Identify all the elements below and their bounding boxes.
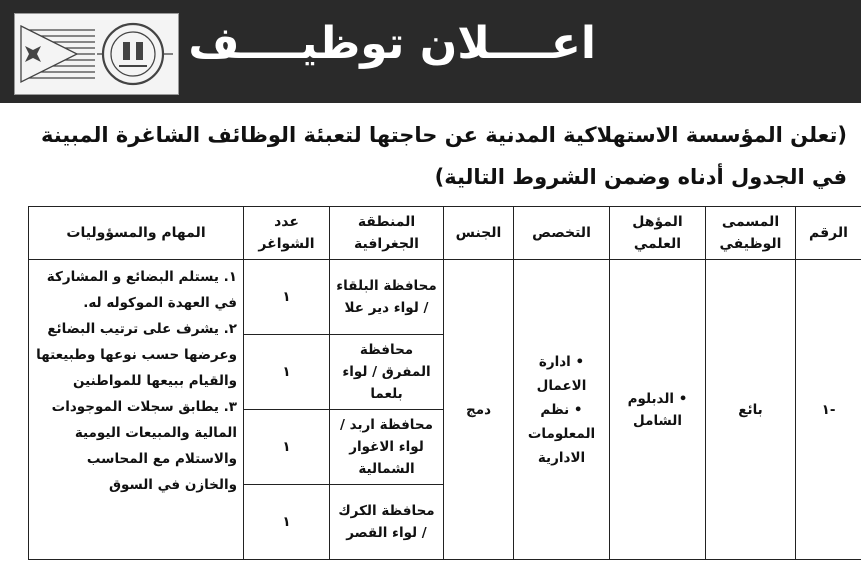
- header-gender: الجنس: [444, 207, 514, 260]
- intro-line-2: في الجدول أدناه وضمن الشروط التالية): [434, 165, 847, 189]
- header-job-title: المسمى الوظيفي: [706, 207, 796, 260]
- header-tasks: المهام والمسؤوليات: [29, 207, 244, 260]
- cell-region-1: محافظة البلقاء / لواء دير علا: [330, 260, 444, 335]
- cell-specialization: [514, 260, 610, 560]
- task-item-2: ٢. يشرف على ترتيب البضائع وعرضها حسب نوعها وطبيعتها والقيام ببيعها للمواطنين: [36, 321, 237, 389]
- intro-line-1: (تعلن المؤسسة الاستهلاكية المدنية عن حاجتها لتعبئة الوظائف الشاغرة المبينة: [40, 123, 847, 147]
- specialization-item-2: • نظم المعلومات الادارية: [527, 401, 596, 466]
- cell-gender: دمج: [444, 260, 514, 560]
- vacancies-table: [28, 206, 861, 560]
- task-item-3: ٣. يطابق سجلات الموجودات المالية والمبيعات اليومية والاستلام مع المحاسب والخازن في السوق: [51, 399, 237, 493]
- cell-region-2: محافظة المفرق / لواء بلعما: [330, 335, 444, 410]
- cell-tasks: [29, 260, 244, 560]
- specialization-item-1: • ادارة الاعمال: [536, 353, 587, 394]
- header-qualification: المؤهل العلمي: [610, 207, 706, 260]
- announcement-intro: [14, 114, 847, 198]
- header-specialization: التخصص: [514, 207, 610, 260]
- cell-region-4: محافظة الكرك / لواء القصر: [330, 485, 444, 560]
- header-region: المنطقة الجغرافية: [330, 207, 444, 260]
- cell-job-title: بائع: [706, 260, 796, 560]
- organization-logo: [14, 13, 179, 95]
- header-number: الرقم: [796, 207, 861, 260]
- table-header-row: [29, 207, 861, 260]
- cell-vacancies-4: ١: [244, 485, 330, 560]
- cell-qualification: • الدبلوم الشامل: [610, 260, 706, 560]
- logo-emblem-icon: [15, 14, 178, 94]
- cell-region-3: محافظة اربد / لواء الاغوار الشمالية: [330, 410, 444, 485]
- cell-vacancies-1: ١: [244, 260, 330, 335]
- header-vacancies: عدد الشواغر: [244, 207, 330, 260]
- task-item-1: ١. يستلم البضائع و المشاركة في العهدة الموكوله له.: [46, 269, 237, 311]
- cell-vacancies-3: ١: [244, 410, 330, 485]
- page-title: اعــــلان توظيــــف: [188, 18, 596, 69]
- cell-number: -١: [796, 260, 861, 560]
- header-bar: [0, 0, 861, 103]
- cell-vacancies-2: ١: [244, 335, 330, 410]
- table-row: [29, 260, 861, 335]
